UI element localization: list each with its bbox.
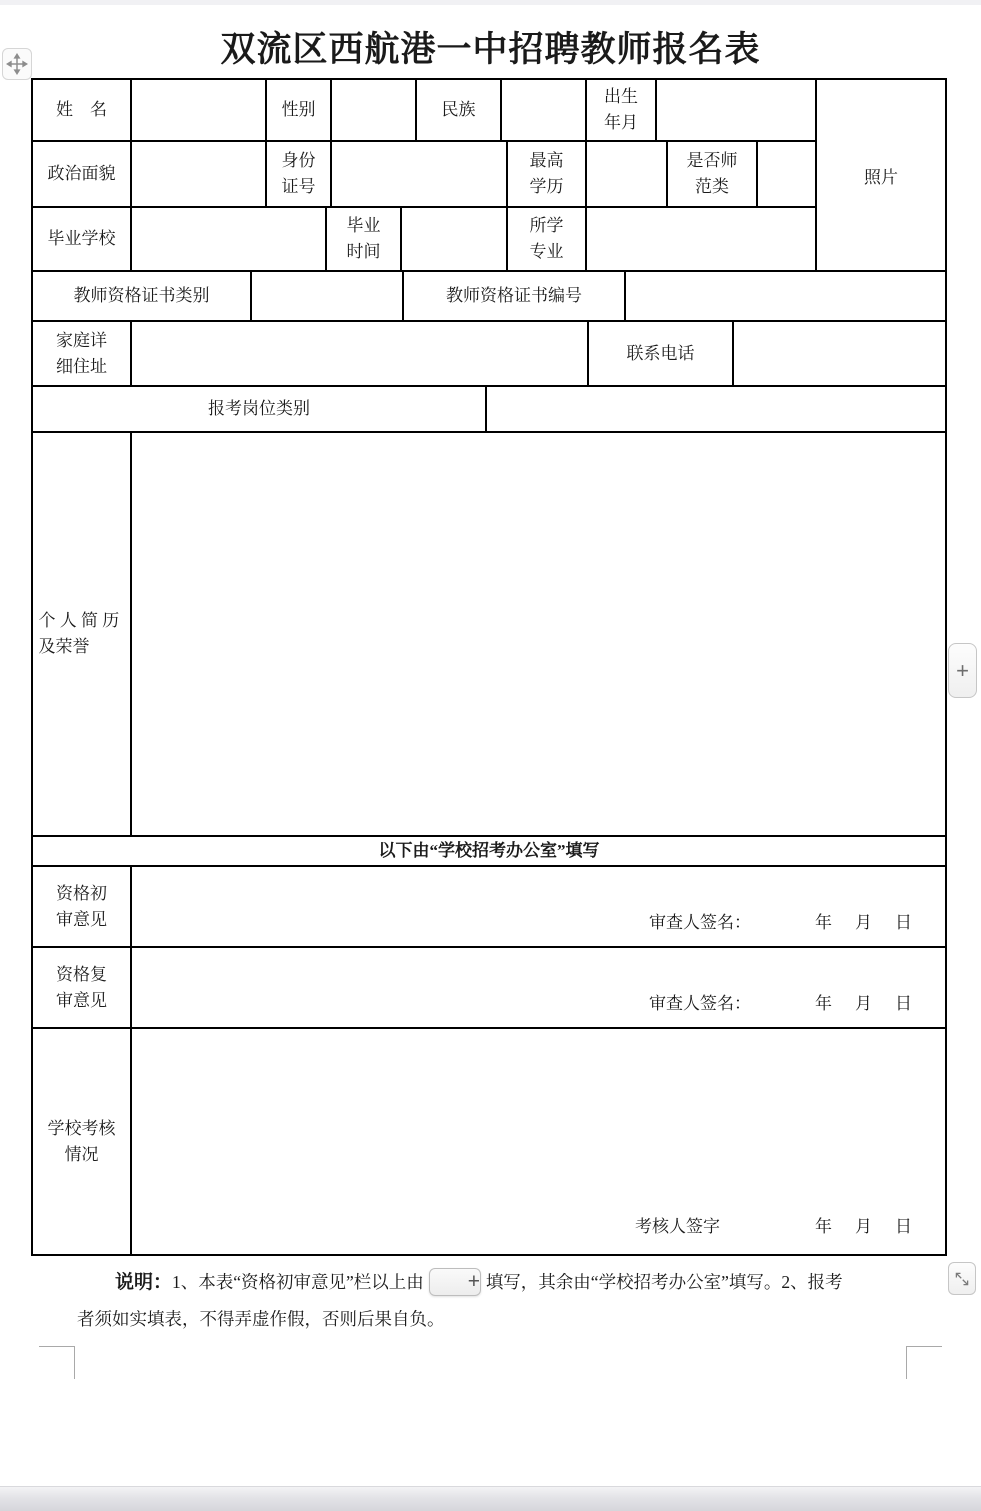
resume-label: 个 人 简 历 及荣誉 [33, 433, 132, 835]
assessor-signature [635, 1214, 915, 1240]
notes-heading: 说明： [115, 1272, 173, 1293]
ethnicity-value-cell[interactable] [502, 80, 587, 140]
highest-education-label: 最高 学历 [508, 142, 587, 206]
personal-info-section [33, 80, 945, 272]
reviewer-signature-label: 审查人签名： [649, 913, 751, 932]
notes-part3: 者须如实填表，不得弄虚作假，否则后果自负。 [77, 1309, 445, 1329]
viewer-top-edge [0, 0, 981, 5]
add-content-button[interactable] [948, 643, 977, 698]
office-section-header: 以下由“学校招考办公室”填写 [378, 841, 600, 860]
expand-diagonal-icon [953, 1270, 971, 1288]
move-handle-button[interactable] [2, 48, 32, 80]
political-status-value-cell[interactable] [132, 142, 267, 206]
position-category-value-cell[interactable] [487, 387, 945, 431]
preliminary-review-signature [649, 910, 915, 936]
notes-part2: 填写，其余由“学校招考办公室”填写。2、报考 [485, 1272, 843, 1292]
major-value-cell[interactable] [587, 208, 815, 270]
normal-major-value-cell[interactable] [758, 142, 815, 206]
phone-label: 联系电话 [589, 322, 734, 385]
inline-add-button[interactable] [429, 1268, 481, 1296]
preliminary-review-value-cell[interactable] [132, 867, 945, 946]
ethnicity-label: 民族 [417, 80, 502, 140]
date-label: 年 月 日 [815, 994, 915, 1013]
cert-type-value-cell[interactable] [252, 272, 404, 320]
row-graduation [33, 208, 815, 270]
row-address [33, 322, 945, 387]
resume-value-cell[interactable] [132, 433, 945, 835]
page-corner-mark-right [906, 1346, 942, 1379]
row-certificate [33, 272, 945, 322]
graduation-school-value-cell[interactable] [132, 208, 327, 270]
id-number-value-cell[interactable] [332, 142, 508, 206]
row-second-review [33, 948, 945, 1029]
name-label: 姓 名 [33, 80, 132, 140]
cert-number-value-cell[interactable] [626, 272, 945, 320]
home-address-label: 家庭详 细住址 [33, 322, 132, 385]
highest-education-value-cell[interactable] [587, 142, 668, 206]
id-number-label: 身份 证号 [267, 142, 332, 206]
major-label: 所学 专业 [508, 208, 587, 270]
home-address-value-cell[interactable] [132, 322, 589, 385]
form-notes [77, 1264, 907, 1337]
expand-button[interactable] [948, 1262, 976, 1295]
reviewer-signature-label: 审查人签名： [649, 994, 751, 1013]
second-review-label: 资格复 审意见 [33, 948, 132, 1027]
row-school-assessment [33, 1029, 945, 1254]
name-value-cell[interactable] [132, 80, 267, 140]
photo-label: 照片 [864, 167, 898, 187]
page-corner-mark-left [39, 1346, 75, 1379]
photo-placeholder-cell[interactable] [817, 80, 945, 270]
graduation-time-label: 毕业 时间 [327, 208, 402, 270]
school-assessment-label: 学校考核 情况 [33, 1029, 132, 1254]
row-name [33, 80, 815, 142]
row-preliminary-review [33, 867, 945, 948]
normal-major-label: 是否师 范类 [668, 142, 758, 206]
cert-number-label: 教师资格证书编号 [404, 272, 626, 320]
row-resume [33, 433, 945, 837]
preliminary-review-label: 资格初 审意见 [33, 867, 132, 946]
plus-icon: + [956, 657, 969, 683]
viewer-bottom-bar [0, 1486, 981, 1511]
application-form-table [31, 78, 947, 1256]
date-label: 年 月 日 [815, 913, 915, 932]
row-office-header [33, 837, 945, 867]
move-cross-icon [6, 53, 28, 75]
position-category-label: 报考岗位类别 [33, 387, 487, 431]
plus-icon: + [467, 1269, 480, 1293]
row-political [33, 142, 815, 208]
row-position [33, 387, 945, 433]
gender-label: 性别 [267, 80, 332, 140]
second-review-value-cell[interactable] [132, 948, 945, 1027]
page-title: 双流区西航港一中招聘教师报名表 [220, 30, 761, 69]
political-status-label: 政治面貌 [33, 142, 132, 206]
birthdate-label: 出生 年月 [587, 80, 657, 140]
assessor-signature-label: 考核人签字 [635, 1217, 720, 1236]
notes-part1: 1、本表“资格初审意见”栏以上由 [172, 1272, 424, 1292]
school-assessment-value-cell[interactable] [132, 1029, 945, 1254]
graduation-time-value-cell[interactable] [402, 208, 508, 270]
cert-type-label: 教师资格证书类别 [33, 272, 252, 320]
phone-value-cell[interactable] [734, 322, 945, 385]
date-label: 年 月 日 [815, 1217, 915, 1236]
birthdate-value-cell[interactable] [657, 80, 815, 140]
second-review-signature [649, 991, 915, 1017]
graduation-school-label: 毕业学校 [33, 208, 132, 270]
gender-value-cell[interactable] [332, 80, 417, 140]
